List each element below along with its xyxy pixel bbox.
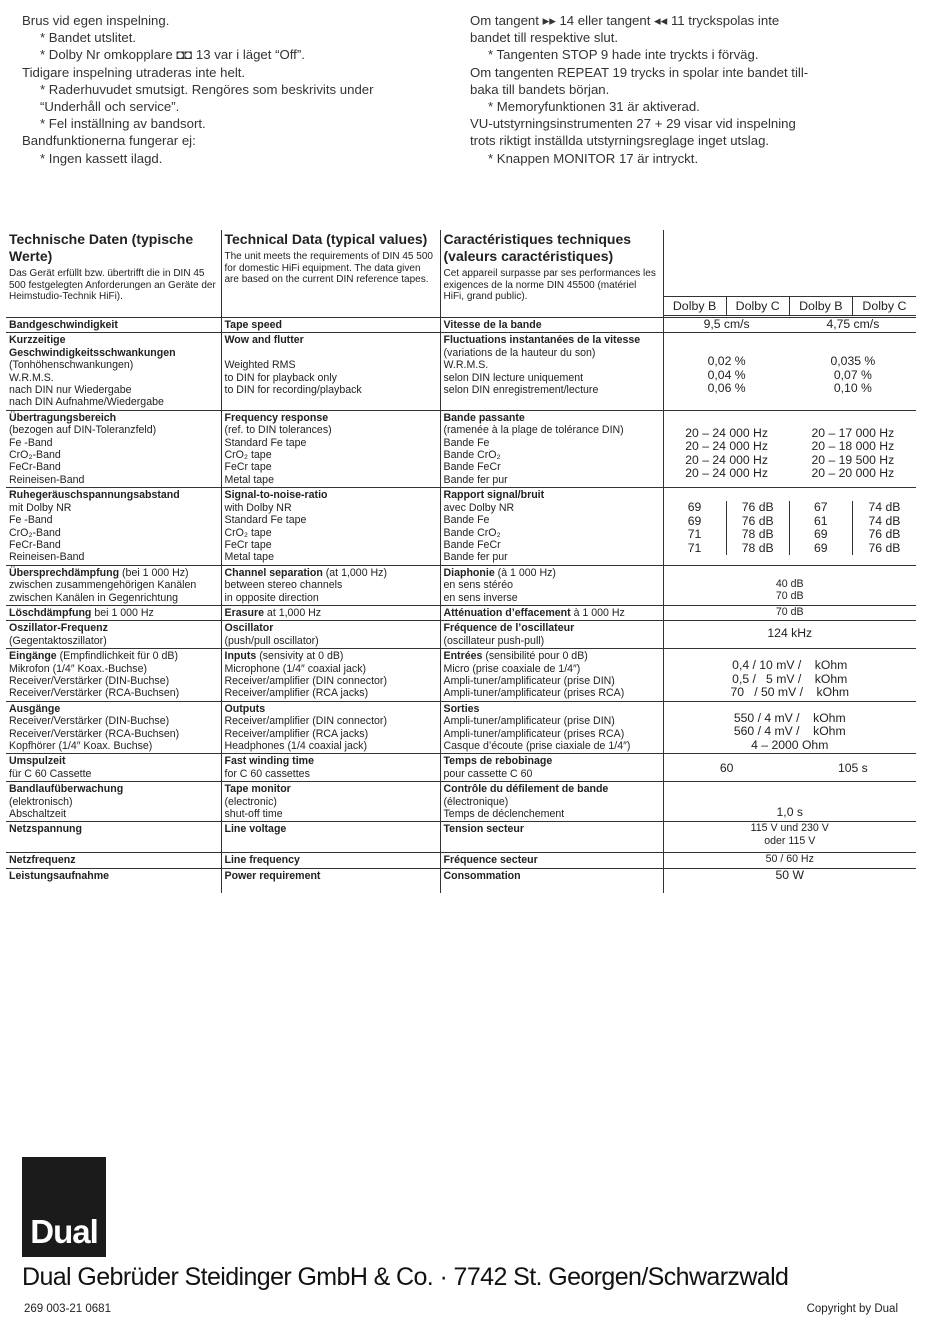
- en-subtitle: The unit meets the requirements of DIN 45 500 for domestic HiFi equipment. The data given are based on the current DIN reference tapes.: [224, 251, 433, 285]
- intro-line: * Memoryfunktionen 31 är aktiverad.: [488, 99, 700, 115]
- table-row: Oszillator-Frequenz (Gegentaktoszillator) Oscillator (push/pull oscillator) Fréquence de l’oscillateur (oscillateur push-pull) 124 kHz: [6, 621, 916, 649]
- intro-line: * Dolby Nr omkopplare ◘◘ 13 var i läget “Off”.: [40, 47, 305, 63]
- dolby-header: Dolby B Dolby C Dolby B Dolby C: [664, 296, 917, 316]
- en-title: Technical Data (typical values): [224, 231, 428, 247]
- table-row: Übertragungsbereich (bezogen auf DIN-Toleranzfeld) Fe -Band CrO₂-Band FeCr-Band Reineisen-Band Frequency response (ref. to DIN tolerances) Standard Fe tape CrO₂ tape FeCr tape Metal tape Bande passante (ramenée à la plage de tolérance DIN) Bande Fe Bande CrO₂ Bande FeCr Bande fer pur 20 – 24 000 Hz 20 – 24 000 Hz 20 – 24 000 Hz 20 – 24 000 Hz 20 – 17 000 Hz 20 – 18 000 Hz 20 – 19 500 Hz 20 – 20 000 Hz: [6, 410, 916, 487]
- de-title: Technische Daten (typische Werte): [9, 231, 194, 264]
- fr-subtitle: Cet appareil surpasse par ses performances les exigences de la norme DIN 45500 (matériel HiFi, grand public).: [443, 268, 656, 302]
- table-row: Eingänge (Empfindlichkeit für 0 dB) Mikrofon (1/4″ Koax.-Buchse) Receiver/Verstärker (DIN-Buchse) Receiver/Verstärker (RCA-Buchsen) Inputs (sensivity at 0 dB) Microphone (1/4″ coaxial jack) Receiver/amplifier (DIN connector) Receiver/amplifier (RCA jacks) Entrées (sensibilité pour 0 dB) Micro (prise coaxiale de 1/4″) Ampli-tuner/amplificateur (prise DIN) Ampli-tuner/amplificateur (prises RCA) 0,4 / 10 mV / kOhm 0,5 / 5 mV / kOhm 70 / 50 mV / kOhm: [6, 649, 916, 702]
- fr-title: Caractéristiques techniques (valeurs caractéristiques): [443, 231, 632, 264]
- table-header-row: [6, 230, 916, 318]
- intro-line: VU-utstyrningsinstrumenten 27 + 29 visar vid inspelning: [470, 116, 796, 132]
- table-row: Bandgeschwindigkeit Tape speed Vitesse de la bande 9,5 cm/s 4,75 cm/s: [6, 318, 916, 333]
- intro-right-column: [470, 12, 910, 167]
- table-row: Übersprechdämpfung (bei 1 000 Hz) zwischen zusammengehörigen Kanälen zwischen Kanälen in Gegenrichtung Channel separation (at 1,000 Hz) between stereo channels in opposite direction Diaphonie (à 1 000 Hz) en sens stéréo en sens inverse 40 dB 70 dB: [6, 565, 916, 605]
- intro-line: * Raderhuvudet smutsigt. Rengöres som beskrivits under: [40, 81, 374, 97]
- intro-line: * Knappen MONITOR 17 är intryckt.: [488, 150, 699, 166]
- table-row: Umspulzeit für C 60 Cassette Fast winding time for C 60 cassettes Temps de rebobinage pour cassette C 60 60 105 s: [6, 754, 916, 782]
- table-row: Netzspannung Line voltage Tension secteur 115 V und 230 V oder 115 V: [6, 822, 916, 853]
- company-name: Dual Gebrüder Steidinger GmbH & Co. · 7742 St. Georgen/Schwarzwald: [22, 1263, 789, 1291]
- intro-line: Om tangent ▸▸ 14 eller tangent ◂◂ 11 tryckspolas inte: [470, 13, 780, 28]
- intro-line: Bandfunktionerna fungerar ej:: [22, 133, 196, 149]
- intro-line: trots riktigt inställda utstyrningsreglage inget utslag.: [470, 133, 770, 149]
- document-number: 269 003-21 0681: [24, 1303, 111, 1315]
- intro-left-column: [22, 12, 452, 167]
- table-row: Ausgänge Receiver/Verstärker (DIN-Buchse) Receiver/Verstärker (RCA-Buchsen) Kopfhörer (1/4″ Koax. Buchse) Outputs Receiver/amplifier (DIN connector) Receiver/amplifier (RCA jacks) Headphones (1/4 coaxial jack) Sorties Ampli-tuner/amplificateur (prise DIN) Ampli-tuner/amplificateur (prises RCA) Casque d’écoute (prise ciaxiale de 1/4″) 550 / 4 mV / kOhm 560 / 4 mV / kOhm 4 – 2000 Ohm: [6, 701, 916, 754]
- table-row: Bandlaufüberwachung (elektronisch) Abschaltzeit Tape monitor (electronic) shut-off time Contrôle du défilement de bande (électronique) Temps de déclenchement 1,0 s: [6, 782, 916, 822]
- intro-line: “Underhåll och service”.: [40, 99, 180, 115]
- intro-line: Tidigare inspelning utraderas inte helt.: [22, 64, 246, 80]
- intro-line: * Ingen kassett ilagd.: [40, 150, 163, 166]
- copyright-notice: Copyright by Dual: [806, 1303, 898, 1315]
- table-row: Kurzzeitige Geschwindigkeitsschwankungen (Tonhöhenschwankungen) W.R.M.S. nach DIN nur Wiedergabe nach DIN Aufnahme/Wiedergabe Wow and flutter Weighted RMS to DIN for playback only to DIN for recording/playback Fluctuations instantanées de la vitesse (variations de la hauteur du son) W.R.M.S. selon DIN lecture uniquement selon DIN enregistrement/lecture 0,02 % 0,04 % 0,06 % 0,035 % 0,07 % 0,10 %: [6, 333, 916, 410]
- intro-line: bandet till respektive slut.: [470, 30, 619, 46]
- table-row: Löschdämpfung bei 1 000 Hz Erasure at 1,000 Hz Atténuation d’effacement à 1 000 Hz 70 dB: [6, 605, 916, 620]
- table-row: Netzfrequenz Line frequency Fréquence secteur 50 / 60 Hz: [6, 853, 916, 868]
- intro-line: * Tangenten STOP 9 hade inte tryckts i förväg.: [488, 47, 759, 63]
- intro-line: baka till bandets början.: [470, 81, 610, 97]
- technical-data-table: [6, 230, 916, 893]
- table-row: Leistungsaufnahme Power requirement Consommation 50 W: [6, 868, 916, 893]
- de-subtitle: Das Gerät erfüllt bzw. übertrifft die in DIN 45 500 festgelegten Anforderungen an Geräte der Heimstudio-Technik HiFi).: [9, 268, 216, 302]
- intro-line: Om tangenten REPEAT 19 trycks in spolar inte bandet till-: [470, 64, 809, 80]
- table-row: Ruhegeräuschspannungsabstand mit Dolby NR Fe -Band CrO₂-Band FeCr-Band Reineisen-Band Signal-to-noise-ratio with Dolby NR Standard Fe tape CrO₂ tape FeCr tape Metal tape Rapport signal/bruit avec Dolby NR Bande Fe Bande CrO₂ Bande FeCr Bande fer pur 69 69 71 71 76 dB 76 dB 78 dB 78 dB 67 61 69 69 74 dB 74 dB 76 dB 76 dB: [6, 488, 916, 565]
- intro-line: * Fel inställning av bandsort.: [40, 116, 206, 132]
- intro-line: Brus vid egen inspelning.: [22, 13, 170, 28]
- dual-logo: Dual: [22, 1157, 106, 1257]
- intro-line: * Bandet utslitet.: [40, 30, 137, 46]
